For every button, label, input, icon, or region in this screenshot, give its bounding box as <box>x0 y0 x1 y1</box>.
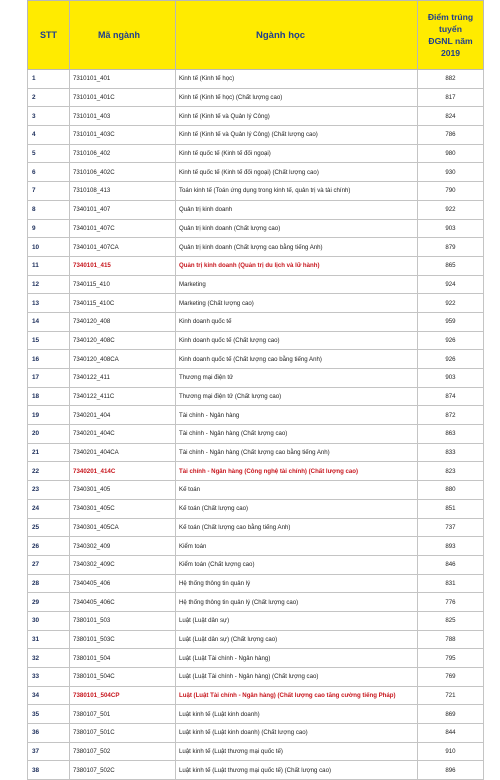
row-stt: 4 <box>28 126 70 145</box>
row-major: Luật (Luật dân sự) (Chất lượng cao) <box>176 630 418 649</box>
row-code: 7340405_406C <box>70 593 176 612</box>
row-code: 7340101_415 <box>70 256 176 275</box>
row-code: 7340115_410 <box>70 275 176 294</box>
header-row <box>28 1 484 70</box>
row-score: 824 <box>418 107 484 126</box>
table-row <box>28 668 484 687</box>
table-row <box>28 350 484 369</box>
row-score: 872 <box>418 406 484 425</box>
row-score: 823 <box>418 462 484 481</box>
row-major: Kế toán (Chất lượng cao bằng tiếng Anh) <box>176 518 418 537</box>
row-score: 721 <box>418 686 484 705</box>
row-score: 930 <box>418 163 484 182</box>
row-score: 903 <box>418 369 484 388</box>
row-stt: 20 <box>28 425 70 444</box>
row-major: Marketing (Chất lượng cao) <box>176 294 418 313</box>
header-stt: STT <box>28 1 70 70</box>
table-row <box>28 649 484 668</box>
table-row <box>28 761 484 780</box>
row-code: 7310108_413 <box>70 182 176 201</box>
row-major: Hệ thống thông tin quản lý (Chất lượng cao) <box>176 593 418 612</box>
row-major: Toán kinh tế (Toán ứng dụng trong kinh tế, quản trị và tài chính) <box>176 182 418 201</box>
row-major: Thương mại điện tử (Chất lượng cao) <box>176 387 418 406</box>
row-major: Luật kinh tế (Luật thương mại quốc tế) <box>176 742 418 761</box>
row-stt: 9 <box>28 219 70 238</box>
row-code: 7380101_503C <box>70 630 176 649</box>
row-stt: 25 <box>28 518 70 537</box>
table-row <box>28 499 484 518</box>
row-major: Hệ thống thông tin quản lý <box>176 574 418 593</box>
row-major: Quản trị kinh doanh (Quản trị du lịch và lữ hành) <box>176 256 418 275</box>
row-major: Kinh doanh quốc tế (Chất lượng cao) <box>176 331 418 350</box>
header-score-line1: Điểm trúng tuyển <box>427 12 474 34</box>
row-major: Luật (Luật Tài chính - Ngân hàng) (Chất lượng cao tăng cường tiếng Pháp) <box>176 686 418 705</box>
row-code: 7340122_411C <box>70 387 176 406</box>
row-code: 7380101_504 <box>70 649 176 668</box>
row-code: 7380101_503 <box>70 611 176 630</box>
table-row <box>28 275 484 294</box>
row-code: 7340302_409C <box>70 555 176 574</box>
row-score: 896 <box>418 761 484 780</box>
row-stt: 22 <box>28 462 70 481</box>
header-major <box>176 1 418 70</box>
header-score <box>418 1 484 70</box>
table-row <box>28 537 484 556</box>
table-row <box>28 256 484 275</box>
row-stt: 24 <box>28 499 70 518</box>
row-major: Kinh tế quốc tế (Kinh tế đối ngoại) (Chất lượng cao) <box>176 163 418 182</box>
row-stt: 33 <box>28 668 70 687</box>
row-code: 7340120_408 <box>70 312 176 331</box>
table-row <box>28 724 484 743</box>
row-score: 980 <box>418 144 484 163</box>
table-row <box>28 705 484 724</box>
row-code: 7380101_504CP <box>70 686 176 705</box>
table-row <box>28 611 484 630</box>
row-code: 7340120_408CA <box>70 350 176 369</box>
row-score: 737 <box>418 518 484 537</box>
row-code: 7310106_402C <box>70 163 176 182</box>
row-score: 825 <box>418 611 484 630</box>
row-stt: 8 <box>28 200 70 219</box>
row-stt: 19 <box>28 406 70 425</box>
header-major-label: Ngành học <box>256 29 306 41</box>
row-major: Kinh tế (Kinh tế và Quản lý Công) (Chất lượng cao) <box>176 126 418 145</box>
row-score: 922 <box>418 200 484 219</box>
row-major: Kiểm toán <box>176 537 418 556</box>
row-major: Kế toán <box>176 481 418 500</box>
row-score: 844 <box>418 724 484 743</box>
row-major: Marketing <box>176 275 418 294</box>
row-code: 7310101_401 <box>70 70 176 89</box>
table-row <box>28 182 484 201</box>
row-score: 910 <box>418 742 484 761</box>
row-score: 879 <box>418 238 484 257</box>
row-major: Tài chính - Ngân hàng (Chất lượng cao bằng tiếng Anh) <box>176 443 418 462</box>
table-row <box>28 593 484 612</box>
table-row <box>28 518 484 537</box>
table-header <box>28 1 484 70</box>
table-row <box>28 163 484 182</box>
row-code: 7380101_504C <box>70 668 176 687</box>
row-major: Quản trị kinh doanh (Chất lượng cao) <box>176 219 418 238</box>
row-score: 959 <box>418 312 484 331</box>
row-stt: 23 <box>28 481 70 500</box>
row-stt: 10 <box>28 238 70 257</box>
row-score: 903 <box>418 219 484 238</box>
row-code: 7340201_404 <box>70 406 176 425</box>
row-score: 926 <box>418 331 484 350</box>
row-major: Luật kinh tế (Luật kinh doanh) (Chất lượng cao) <box>176 724 418 743</box>
row-major: Tài chính - Ngân hàng <box>176 406 418 425</box>
row-stt: 27 <box>28 555 70 574</box>
table-row <box>28 126 484 145</box>
row-score: 833 <box>418 443 484 462</box>
row-major: Tài chính - Ngân hàng (Chất lượng cao) <box>176 425 418 444</box>
row-code: 7310106_402 <box>70 144 176 163</box>
row-stt: 32 <box>28 649 70 668</box>
row-code: 7310101_403 <box>70 107 176 126</box>
row-score: 924 <box>418 275 484 294</box>
row-major: Kinh doanh quốc tế (Chất lượng cao bằng tiếng Anh) <box>176 350 418 369</box>
row-major: Kinh doanh quốc tế <box>176 312 418 331</box>
row-major: Luật kinh tế (Luật kinh doanh) <box>176 705 418 724</box>
row-score: 926 <box>418 350 484 369</box>
row-code: 7340101_407CA <box>70 238 176 257</box>
row-stt: 28 <box>28 574 70 593</box>
row-score: 865 <box>418 256 484 275</box>
row-stt: 11 <box>28 256 70 275</box>
row-stt: 29 <box>28 593 70 612</box>
row-code: 7310101_403C <box>70 126 176 145</box>
row-major: Luật (Luật Tài chính - Ngân hàng) <box>176 649 418 668</box>
row-major: Kinh tế quốc tế (Kinh tế đối ngoại) <box>176 144 418 163</box>
table-row <box>28 462 484 481</box>
table-row <box>28 369 484 388</box>
row-stt: 34 <box>28 686 70 705</box>
table-row <box>28 481 484 500</box>
admission-score-table <box>27 0 484 780</box>
row-stt: 30 <box>28 611 70 630</box>
row-major: Kinh tế (Kinh tế học) <box>176 70 418 89</box>
row-score: 790 <box>418 182 484 201</box>
row-score: 831 <box>418 574 484 593</box>
row-code: 7380107_502C <box>70 761 176 780</box>
row-stt: 5 <box>28 144 70 163</box>
row-code: 7380107_501 <box>70 705 176 724</box>
row-stt: 12 <box>28 275 70 294</box>
row-code: 7380107_501C <box>70 724 176 743</box>
row-stt: 21 <box>28 443 70 462</box>
row-code: 7340201_404CA <box>70 443 176 462</box>
header-code-label: Mã ngành <box>98 30 140 40</box>
row-code: 7340301_405C <box>70 499 176 518</box>
table-row <box>28 200 484 219</box>
row-stt: 35 <box>28 705 70 724</box>
row-major: Quản trị kinh doanh (Chất lượng cao bằng tiếng Anh) <box>176 238 418 257</box>
row-code: 7340101_407C <box>70 219 176 238</box>
row-stt: 37 <box>28 742 70 761</box>
row-major: Luật (Luật dân sự) <box>176 611 418 630</box>
row-code: 7310101_401C <box>70 88 176 107</box>
header-score-line2: ĐGNL năm 2019 <box>428 36 473 58</box>
table-row <box>28 443 484 462</box>
row-stt: 14 <box>28 312 70 331</box>
row-major: Tài chính - Ngân hàng (Công nghệ tài chính) (Chất lượng cao) <box>176 462 418 481</box>
table-row <box>28 88 484 107</box>
table-row <box>28 630 484 649</box>
row-stt: 36 <box>28 724 70 743</box>
row-score: 874 <box>418 387 484 406</box>
row-score: 769 <box>418 668 484 687</box>
row-score: 922 <box>418 294 484 313</box>
table-row <box>28 425 484 444</box>
row-major: Kế toán (Chất lượng cao) <box>176 499 418 518</box>
row-score: 846 <box>418 555 484 574</box>
row-major: Kinh tế (Kinh tế học) (Chất lượng cao) <box>176 88 418 107</box>
row-stt: 16 <box>28 350 70 369</box>
row-code: 7340120_408C <box>70 331 176 350</box>
row-major: Kinh tế (Kinh tế và Quản lý Công) <box>176 107 418 126</box>
row-score: 788 <box>418 630 484 649</box>
table-row <box>28 294 484 313</box>
row-code: 7340201_414C <box>70 462 176 481</box>
row-score: 863 <box>418 425 484 444</box>
row-score: 893 <box>418 537 484 556</box>
table-row <box>28 312 484 331</box>
row-stt: 6 <box>28 163 70 182</box>
row-major: Luật (Luật Tài chính - Ngân hàng) (Chất lượng cao) <box>176 668 418 687</box>
row-score: 882 <box>418 70 484 89</box>
row-stt: 31 <box>28 630 70 649</box>
table-row <box>28 70 484 89</box>
row-code: 7340122_411 <box>70 369 176 388</box>
row-code: 7340115_410C <box>70 294 176 313</box>
table-row <box>28 555 484 574</box>
row-score: 869 <box>418 705 484 724</box>
row-major: Thương mại điện tử <box>176 369 418 388</box>
row-code: 7340405_406 <box>70 574 176 593</box>
table-row <box>28 238 484 257</box>
row-major: Luật kinh tế (Luật thương mại quốc tế) (Chất lượng cao) <box>176 761 418 780</box>
row-stt: 18 <box>28 387 70 406</box>
row-score: 880 <box>418 481 484 500</box>
row-code: 7340101_407 <box>70 200 176 219</box>
row-stt: 1 <box>28 70 70 89</box>
row-stt: 26 <box>28 537 70 556</box>
row-major: Kiểm toán (Chất lượng cao) <box>176 555 418 574</box>
row-stt: 15 <box>28 331 70 350</box>
row-stt: 3 <box>28 107 70 126</box>
table-row <box>28 144 484 163</box>
row-stt: 13 <box>28 294 70 313</box>
row-code: 7380107_502 <box>70 742 176 761</box>
row-score: 851 <box>418 499 484 518</box>
row-stt: 17 <box>28 369 70 388</box>
table-row <box>28 219 484 238</box>
row-code: 7340302_409 <box>70 537 176 556</box>
row-score: 776 <box>418 593 484 612</box>
table-body <box>28 70 484 780</box>
table-row <box>28 406 484 425</box>
row-code: 7340301_405 <box>70 481 176 500</box>
header-code <box>70 1 176 70</box>
row-score: 795 <box>418 649 484 668</box>
table-row <box>28 107 484 126</box>
row-code: 7340201_404C <box>70 425 176 444</box>
row-code: 7340301_405CA <box>70 518 176 537</box>
row-score: 817 <box>418 88 484 107</box>
row-score: 786 <box>418 126 484 145</box>
table-row <box>28 742 484 761</box>
row-stt: 2 <box>28 88 70 107</box>
table-row <box>28 574 484 593</box>
table-row <box>28 686 484 705</box>
table-row <box>28 387 484 406</box>
row-major: Quản trị kinh doanh <box>176 200 418 219</box>
table-row <box>28 331 484 350</box>
row-stt: 7 <box>28 182 70 201</box>
row-stt: 38 <box>28 761 70 780</box>
